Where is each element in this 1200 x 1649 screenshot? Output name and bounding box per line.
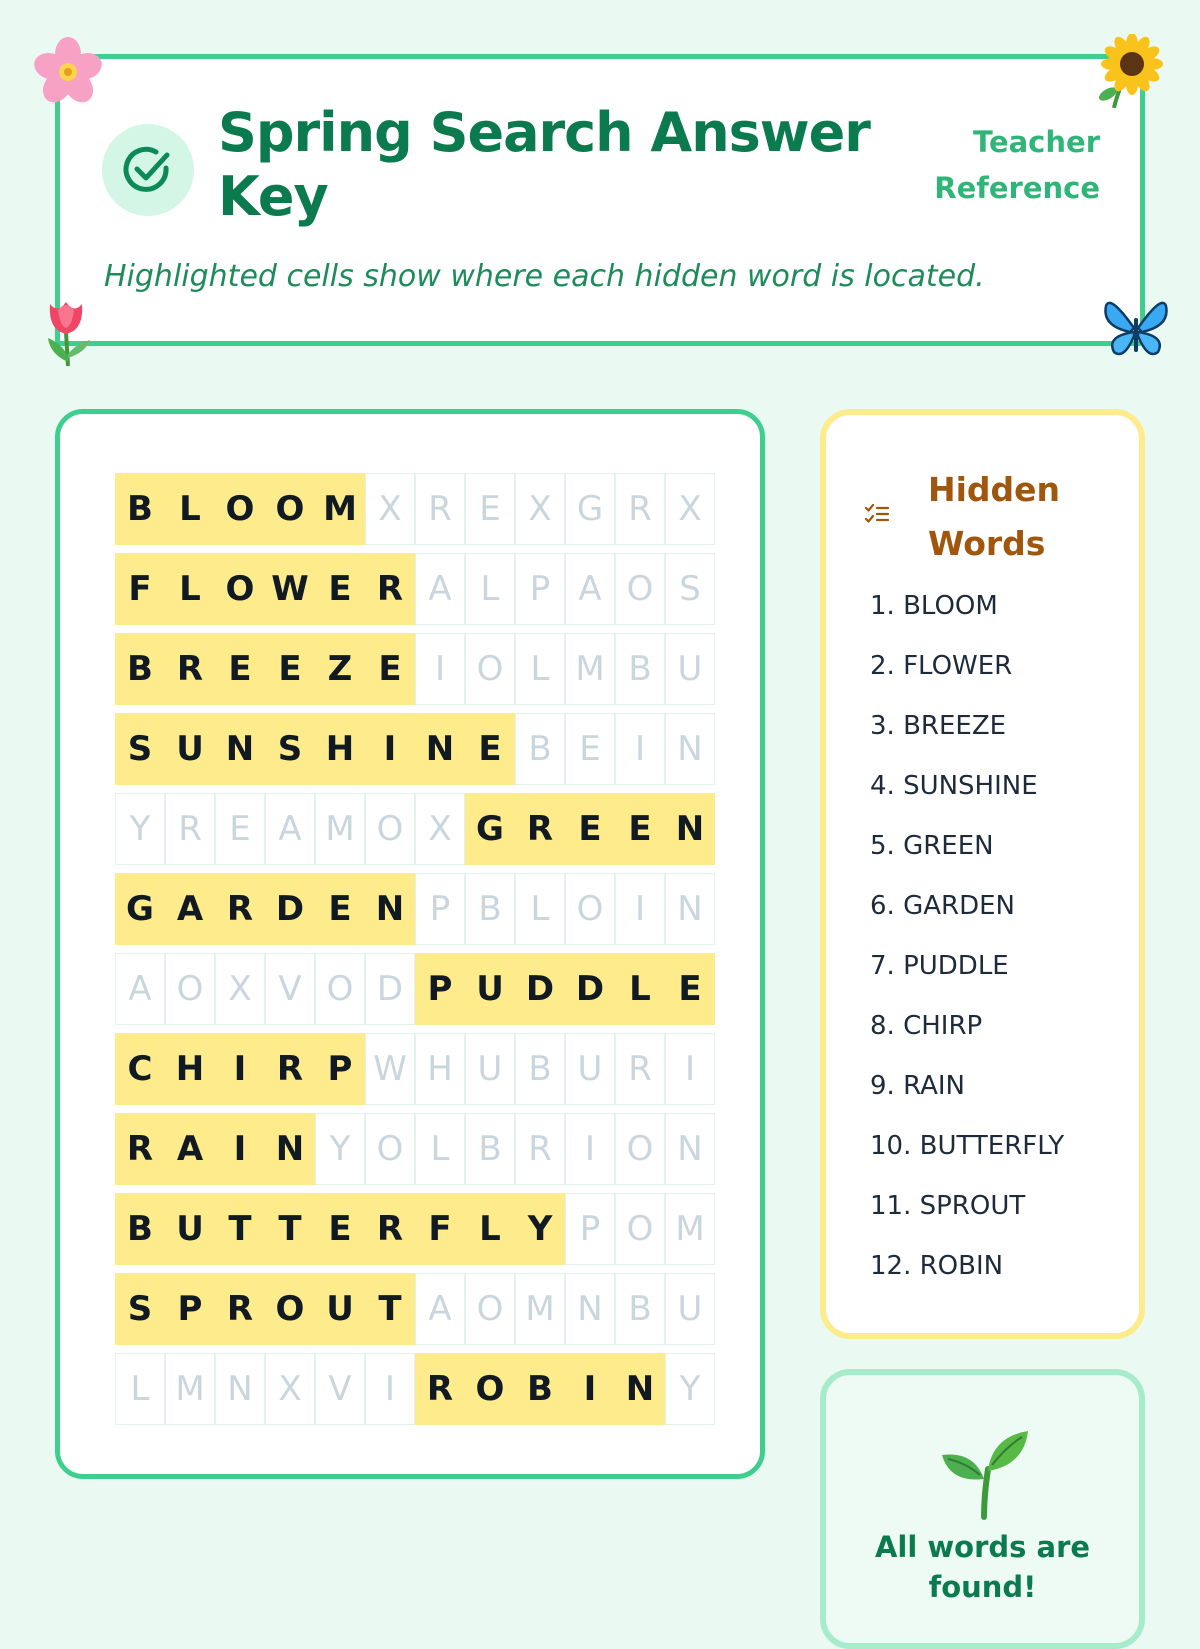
grid-cell: I bbox=[615, 873, 665, 945]
grid-cell-highlighted: O bbox=[215, 553, 265, 625]
grid-cell-highlighted: P bbox=[315, 1033, 365, 1105]
grid-cell-highlighted: E bbox=[315, 553, 365, 625]
word-list-item: 8. CHIRP bbox=[870, 1011, 983, 1041]
hidden-words-title: Hidden Words bbox=[928, 470, 1061, 563]
grid-cell: A bbox=[415, 1273, 465, 1345]
grid-cell-highlighted: S bbox=[115, 1273, 165, 1345]
grid-cell: O bbox=[165, 953, 215, 1025]
grid-cell: A bbox=[265, 793, 315, 865]
all-found-panel bbox=[820, 1369, 1145, 1649]
grid-cell: B bbox=[465, 873, 515, 945]
grid-cell: W bbox=[365, 1033, 415, 1105]
grid-cell: N bbox=[665, 873, 715, 945]
word-list-item: 12. ROBIN bbox=[870, 1251, 1004, 1281]
grid-cell-highlighted: O bbox=[215, 473, 265, 545]
grid-cell-highlighted: C bbox=[115, 1033, 165, 1105]
grid-cell: N bbox=[665, 713, 715, 785]
grid-cell: R bbox=[615, 1033, 665, 1105]
grid-cell-highlighted: P bbox=[415, 953, 465, 1025]
grid-cell: O bbox=[615, 1193, 665, 1265]
grid-cell: M bbox=[565, 633, 615, 705]
tulip-icon bbox=[36, 296, 98, 368]
grid-cell-highlighted: N bbox=[615, 1353, 665, 1425]
grid-cell: V bbox=[315, 1353, 365, 1425]
grid-cell-highlighted: S bbox=[265, 713, 315, 785]
grid-cell: O bbox=[615, 553, 665, 625]
grid-cell-highlighted: Y bbox=[515, 1193, 565, 1265]
grid-cell-highlighted: E bbox=[365, 633, 415, 705]
grid-cell-highlighted: O bbox=[265, 1273, 315, 1345]
grid-cell-highlighted: N bbox=[365, 873, 415, 945]
grid-cell: X bbox=[365, 473, 415, 545]
grid-cell-highlighted: I bbox=[215, 1113, 265, 1185]
grid-cell: D bbox=[365, 953, 415, 1025]
page-title: Spring Search Answer Key bbox=[218, 101, 870, 228]
grid-cell: B bbox=[465, 1113, 515, 1185]
grid-cell-highlighted: U bbox=[165, 713, 215, 785]
grid-cell-highlighted: Z bbox=[315, 633, 365, 705]
grid-cell: N bbox=[665, 1113, 715, 1185]
grid-cell-highlighted: B bbox=[115, 633, 165, 705]
grid-cell-highlighted: E bbox=[665, 953, 715, 1025]
grid-cell: I bbox=[365, 1353, 415, 1425]
grid-cell: B bbox=[515, 713, 565, 785]
grid-cell: R bbox=[515, 1113, 565, 1185]
grid-cell: G bbox=[565, 473, 615, 545]
grid-cell-highlighted: R bbox=[165, 633, 215, 705]
word-list-item: 5. GREEN bbox=[870, 831, 994, 861]
grid-cell-highlighted: D bbox=[565, 953, 615, 1025]
seedling-icon bbox=[936, 1425, 1036, 1521]
grid-cell: Y bbox=[315, 1113, 365, 1185]
grid-cell: L bbox=[415, 1113, 465, 1185]
grid-cell-highlighted: B bbox=[515, 1353, 565, 1425]
word-search-grid bbox=[115, 469, 715, 1429]
word-search-panel bbox=[55, 409, 765, 1479]
grid-cell: X bbox=[215, 953, 265, 1025]
grid-cell-highlighted: R bbox=[415, 1353, 465, 1425]
grid-cell-highlighted: E bbox=[315, 873, 365, 945]
grid-cell-highlighted: R bbox=[215, 1273, 265, 1345]
grid-cell-highlighted: L bbox=[165, 473, 215, 545]
grid-cell: O bbox=[565, 873, 615, 945]
grid-cell-highlighted: T bbox=[215, 1193, 265, 1265]
grid-cell-highlighted: P bbox=[165, 1273, 215, 1345]
grid-cell: O bbox=[465, 633, 515, 705]
grid-cell: R bbox=[415, 473, 465, 545]
grid-cell: A bbox=[565, 553, 615, 625]
grid-cell: M bbox=[315, 793, 365, 865]
grid-cell: M bbox=[665, 1193, 715, 1265]
grid-cell-highlighted: M bbox=[315, 473, 365, 545]
grid-cell-highlighted: E bbox=[615, 793, 665, 865]
grid-cell-highlighted: S bbox=[115, 713, 165, 785]
grid-cell: I bbox=[415, 633, 465, 705]
grid-cell: Y bbox=[665, 1353, 715, 1425]
grid-cell: R bbox=[165, 793, 215, 865]
grid-cell-highlighted: B bbox=[115, 473, 165, 545]
grid-cell: Y bbox=[115, 793, 165, 865]
grid-cell: A bbox=[115, 953, 165, 1025]
word-list-item: 1. BLOOM bbox=[870, 591, 998, 621]
grid-cell-highlighted: G bbox=[115, 873, 165, 945]
grid-cell: L bbox=[515, 873, 565, 945]
grid-cell-highlighted: L bbox=[165, 553, 215, 625]
grid-cell: X bbox=[515, 473, 565, 545]
grid-cell-highlighted: R bbox=[115, 1113, 165, 1185]
grid-cell: L bbox=[515, 633, 565, 705]
grid-cell: M bbox=[165, 1353, 215, 1425]
grid-cell: I bbox=[565, 1113, 615, 1185]
grid-cell: L bbox=[115, 1353, 165, 1425]
grid-cell-highlighted: A bbox=[165, 1113, 215, 1185]
word-list-item: 6. GARDEN bbox=[870, 891, 1015, 921]
grid-cell: B bbox=[515, 1033, 565, 1105]
grid-cell-highlighted: D bbox=[265, 873, 315, 945]
grid-cell-highlighted: A bbox=[165, 873, 215, 945]
grid-cell: I bbox=[615, 713, 665, 785]
grid-cell: O bbox=[365, 1113, 415, 1185]
grid-cell-highlighted: E bbox=[265, 633, 315, 705]
grid-cell: P bbox=[565, 1193, 615, 1265]
cherry-blossom-icon bbox=[30, 34, 106, 110]
grid-cell: E bbox=[565, 713, 615, 785]
grid-cell-highlighted: E bbox=[465, 713, 515, 785]
hidden-words-list bbox=[870, 591, 1064, 1311]
grid-cell-highlighted: F bbox=[115, 553, 165, 625]
grid-cell: S bbox=[665, 553, 715, 625]
grid-cell: O bbox=[465, 1273, 515, 1345]
page-subtitle: Highlighted cells show where each hidden word is located. bbox=[104, 259, 985, 294]
grid-cell: B bbox=[615, 633, 665, 705]
grid-cell-highlighted: W bbox=[265, 553, 315, 625]
grid-cell: X bbox=[415, 793, 465, 865]
grid-cell: E bbox=[465, 473, 515, 545]
grid-cell: R bbox=[615, 473, 665, 545]
grid-cell-highlighted: E bbox=[215, 633, 265, 705]
grid-cell-highlighted: F bbox=[415, 1193, 465, 1265]
grid-cell-highlighted: T bbox=[265, 1193, 315, 1265]
grid-cell-highlighted: T bbox=[365, 1273, 415, 1345]
sunflower-icon bbox=[1096, 34, 1164, 108]
grid-cell: H bbox=[415, 1033, 465, 1105]
checklist-icon bbox=[864, 503, 890, 527]
butterfly-icon bbox=[1100, 292, 1172, 364]
grid-cell: L bbox=[465, 553, 515, 625]
grid-cell-highlighted: E bbox=[315, 1193, 365, 1265]
grid-cell-highlighted: N bbox=[665, 793, 715, 865]
grid-cell-highlighted: L bbox=[465, 1193, 515, 1265]
grid-cell: P bbox=[515, 553, 565, 625]
header-card bbox=[55, 54, 1145, 346]
grid-cell-highlighted: L bbox=[615, 953, 665, 1025]
grid-cell-highlighted: I bbox=[215, 1033, 265, 1105]
grid-cell: U bbox=[665, 1273, 715, 1345]
grid-cell-highlighted: E bbox=[565, 793, 615, 865]
word-list-item: 3. BREEZE bbox=[870, 711, 1007, 741]
grid-cell: N bbox=[565, 1273, 615, 1345]
grid-cell: U bbox=[465, 1033, 515, 1105]
grid-cell-highlighted: G bbox=[465, 793, 515, 865]
grid-cell-highlighted: B bbox=[115, 1193, 165, 1265]
grid-cell-highlighted: R bbox=[215, 873, 265, 945]
all-found-text: All words are found! bbox=[874, 1530, 1091, 1604]
word-list-item: 9. RAIN bbox=[870, 1071, 965, 1101]
grid-cell-highlighted: I bbox=[365, 713, 415, 785]
grid-cell-highlighted: R bbox=[365, 553, 415, 625]
word-list-item: 10. BUTTERFLY bbox=[870, 1131, 1065, 1161]
grid-cell: O bbox=[615, 1113, 665, 1185]
grid-cell-highlighted: H bbox=[315, 713, 365, 785]
grid-cell: B bbox=[615, 1273, 665, 1345]
word-list-item: 11. SPROUT bbox=[870, 1191, 1026, 1221]
grid-cell: I bbox=[665, 1033, 715, 1105]
grid-cell-highlighted: U bbox=[465, 953, 515, 1025]
grid-cell-highlighted: N bbox=[215, 713, 265, 785]
grid-cell-highlighted: R bbox=[365, 1193, 415, 1265]
grid-cell-highlighted: H bbox=[165, 1033, 215, 1105]
grid-cell-highlighted: U bbox=[165, 1193, 215, 1265]
hidden-words-panel bbox=[820, 409, 1145, 1339]
word-list-item: 7. PUDDLE bbox=[870, 951, 1009, 981]
grid-cell: A bbox=[415, 553, 465, 625]
grid-cell: U bbox=[565, 1033, 615, 1105]
grid-cell: O bbox=[365, 793, 415, 865]
grid-cell: X bbox=[665, 473, 715, 545]
grid-cell-highlighted: O bbox=[265, 473, 315, 545]
grid-cell-highlighted: N bbox=[415, 713, 465, 785]
grid-cell-highlighted: R bbox=[265, 1033, 315, 1105]
grid-cell: M bbox=[515, 1273, 565, 1345]
grid-cell-highlighted: D bbox=[515, 953, 565, 1025]
grid-cell-highlighted: O bbox=[465, 1353, 515, 1425]
grid-cell-highlighted: U bbox=[315, 1273, 365, 1345]
grid-cell: U bbox=[665, 633, 715, 705]
grid-cell: N bbox=[215, 1353, 265, 1425]
grid-cell: E bbox=[215, 793, 265, 865]
grid-cell-highlighted: R bbox=[515, 793, 565, 865]
grid-cell: X bbox=[265, 1353, 315, 1425]
grid-cell: V bbox=[265, 953, 315, 1025]
check-circle-icon bbox=[102, 124, 194, 216]
word-list-item: 4. SUNSHINE bbox=[870, 771, 1038, 801]
grid-cell-highlighted: I bbox=[565, 1353, 615, 1425]
word-list-item: 2. FLOWER bbox=[870, 651, 1013, 681]
teacher-reference-label: Teacher Reference bbox=[934, 125, 1100, 205]
grid-cell: O bbox=[315, 953, 365, 1025]
grid-cell: P bbox=[415, 873, 465, 945]
grid-cell-highlighted: N bbox=[265, 1113, 315, 1185]
